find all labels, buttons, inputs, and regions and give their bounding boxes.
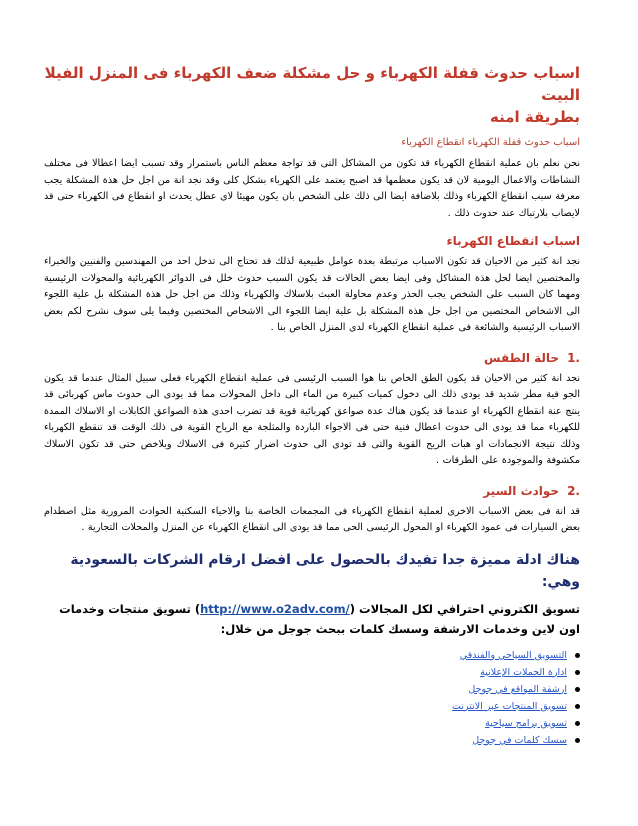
main-title-line1: اسباب حدوث قفلة الكهرباء و حل مشكلة ضعف الكهرباء فى المنزل الفيلا البيت: [44, 64, 580, 104]
service-suffix: ) تسويق منتجات وخدمات: [59, 601, 201, 616]
document-body: [44, 62, 580, 749]
subheading-label: حالة الطقس: [484, 350, 560, 365]
accidents-paragraph: قد انة فى بعض الاسباب الاخرى لعملية انقطاع الكهرباء فى المجمعات الخاصة بنا والاحياء السكنية الحوادث المرورية مثل اصطدام بعض السيارات فى عمود الكهرباء او المحول الرئيسى الحى مما قد يودى الى انقطاع الكهرباء عن المنزل والمحلات التجارية .: [44, 505, 580, 533]
subheading-number: 2.: [567, 483, 580, 498]
service-link[interactable]: تسويق برامج سياحية: [485, 717, 567, 729]
list-item: [44, 664, 580, 681]
list-item: [44, 732, 580, 749]
list-item: [44, 715, 580, 732]
bullet-icon: [575, 704, 580, 709]
service-link[interactable]: سسك كلمات في جوجل: [472, 734, 567, 746]
bullet-icon: [575, 738, 580, 743]
service-link[interactable]: ادارة الحملات الإعلانية: [480, 666, 567, 678]
intro-paragraph: نحن نعلم بان عملية انقطاع الكهرباء قد تكون من المشاكل التى قد تواجة معظم الناس باستمرار وقد تسبب ايضا اعطالا فى مختلف النشاطات والاعمال اليومية لان قد يكون معظمها قد اصبح يعتمد على الكهرباء بشكل كلى وقد نجد انة من اجل حل هذة المشكلة يجب معرفة سبب انقطاع الكهرباء وذلك بلاضافة ايضا الى ذلك على الشخص بان يكون مهيئا لاى عطل يحدث او انقطاع فى الكهرباء حتى قد لايصاب بلارتباك عند حدوث ذلك .: [44, 158, 580, 219]
promo-heading: هناك ادلة مميزة جدا تفيدك بالحصول على افضل ارقام الشركات بالسعودية وهي:: [70, 551, 580, 590]
list-item: [44, 681, 580, 698]
service-link[interactable]: ارشفة المواقع في جوجل: [468, 683, 567, 695]
services-link-list: [44, 647, 580, 749]
service-link[interactable]: تسويق المنتجات عبر الانترنت: [452, 700, 567, 712]
subheading-weather: [44, 349, 580, 367]
subheading-accidents: [44, 482, 580, 500]
tagline: اسباب حدوث قفلة الكهرباء انقطاع الكهرباء: [401, 137, 580, 148]
service-line-2: اون لاين وخدمات الارشفة وسسك كلمات ببحث جوجل من خلال:: [220, 621, 580, 636]
weather-paragraph: نجد انة كثير من الاحيان قد يكون الطق الخاص بنا هوا السبب الرئيسى فى عملية انقطاع الكهرباء فعلى سبيل المثال عندما قد يكون الجو فية مطر شديد قد يودى ذلك الى دخول كميات كبيرة من الماء الى داخل المحولات مما قد يودى الى حدوث ماس كهربائى قد ينتج عنة انقطاع الكهرباء او عندما قد يكون هناك عدة صواعق كهربائية قوية قد تضرب احدى هذة الصواعق الكابلات او الاسلاك الممدة للكهرباء مما قد يودى الى حدوث اعطال فنية حتى فى الاجواء الباردة والمثلجة مع الرياح القوية فى ذلك الوقت قد تنقطع الكهرباء وذلك نتيجة الانجمادات او هبات الريح القوية والتى قد تودى الى حدوث اضرار كثيرة فى الاسلاك وبلاخص حتى قد تكون الاسلاك مكشوفة والموجودة على الطرقات .: [44, 372, 580, 466]
service-line: [44, 599, 580, 619]
list-item: [44, 647, 580, 664]
list-item: [44, 698, 580, 715]
bullet-icon: [575, 687, 580, 692]
section-paragraph-causes: نجد انة كثير من الاحيان قد تكون الاسباب مرتبطة بعدة عوامل طبيعية لذلك قد تحتاج الى تدخل احد من المهندسين والفنيين والخبراء والمختصين ايضا لحل هذة المشاكل وفى ايضا بعض الحالات قد يكون السبب حدوث خلل فى الدوائر الكهربائية والمحولات الرئيسية ومهما كان السبب على الشخص يجب الحذر وعدم محاولة العبث بلاسلاك والكهرباء وذلك من اجل حل هذة المشكلة بل علية اللجوء الى الاشخاص المختصين من اجل حل هذة المشكلة بل علية ايضا اللجوء الى الاشخاص المختصين وفيما يلى سوف نشرح لكم بعض الاسباب الرئيسية والشائعة فى عملية انقطاع الكهرباء لدى المنزل الخاص بنا .: [44, 256, 580, 333]
service-prefix: تسويق الكتروني احترافي لكل المجالات (: [349, 601, 580, 616]
bullet-icon: [575, 721, 580, 726]
service-link[interactable]: التسويق السياحي والفندقي: [459, 649, 567, 661]
bullet-icon: [575, 670, 580, 675]
bullet-icon: [575, 653, 580, 658]
subheading-label: حوادث السير: [483, 483, 560, 498]
main-title: [44, 62, 580, 128]
subheading-number: 1.: [567, 350, 580, 365]
section-heading-causes: اسباب انقطاع الكهرباء: [446, 234, 580, 248]
service-url-link[interactable]: http://www.o2adv.com/: [200, 601, 350, 616]
main-title-line2: بطريقة امنه: [490, 108, 580, 126]
